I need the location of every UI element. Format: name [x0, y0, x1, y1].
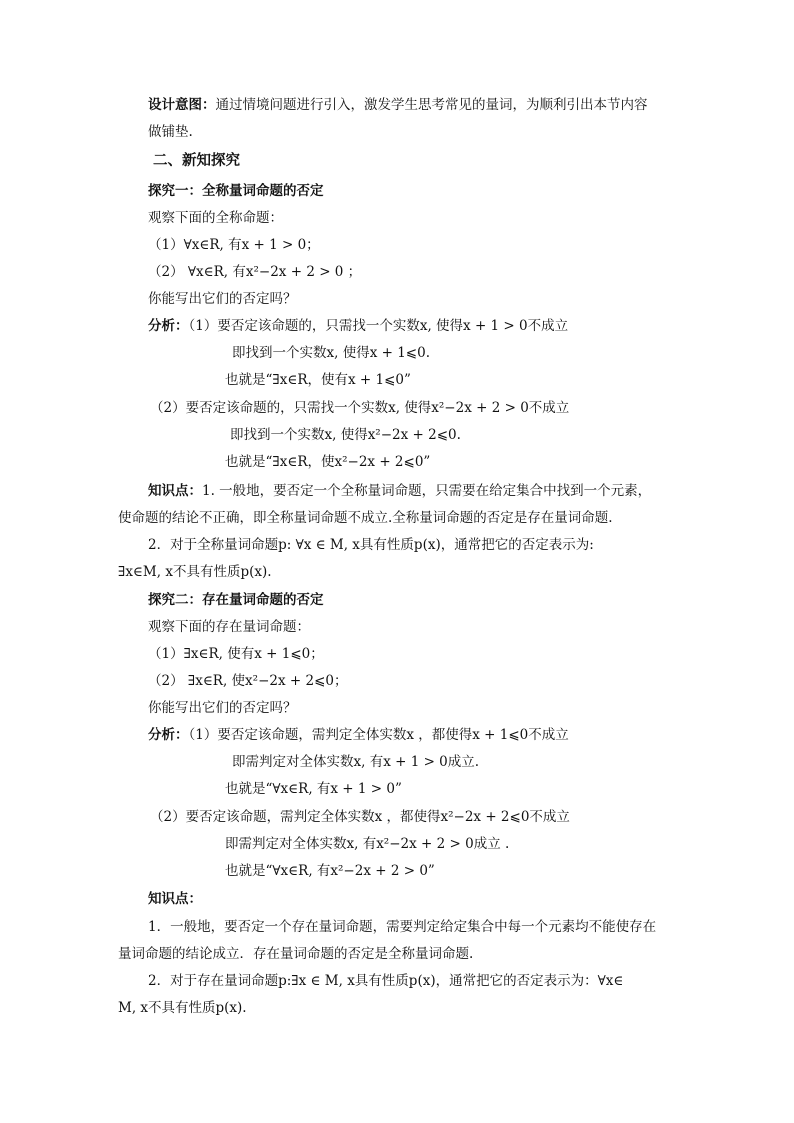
explore2-analysis-line-5: 即需判定对全体实数x, 有x²−2x + 2 > 0成立 . — [225, 836, 510, 852]
explore1-knowledge-label: 知识点： — [148, 483, 202, 499]
explore1-analysis-line-4: （2）要否定该命题的，只需找一个实数x, 使得x²−2x + 2 > 0不成立 — [150, 400, 570, 416]
explore2-item-1: （1）∃x∈R, 使有x + 1⩽0； — [148, 646, 324, 662]
explore1-knowledge-line-3: 2．对于全称量词命题p: ∀x ∈ M, x具有性质p(x)，通常把它的否定表示为: — [148, 537, 594, 553]
explore1-knowledge-line-2: 使命题的结论不正确，即全称量词命题不成立.全称量词命题的否定是存在量词命题. — [118, 510, 613, 526]
explore1-observe: 观察下面的全称命题： — [148, 210, 283, 226]
explore2-analysis-line-3: 也就是“∀x∈R, 有x + 1 > 0” — [225, 781, 402, 797]
explore2-analysis-line-1 — [148, 725, 569, 745]
explore2-item-2: （2） ∃x∈R, 使x²−2x + 2⩽0； — [148, 673, 348, 689]
explore1-analysis-line-3: 也就是“∃x∈R，使有x + 1⩽0” — [225, 372, 411, 388]
explore2-question: 你能写出它们的否定吗？ — [148, 700, 297, 716]
explore1-item-2: （2） ∀x∈R, 有x²−2x + 2 > 0 ； — [148, 264, 362, 280]
explore1-item-1: （1）∀x∈R, 有x + 1 > 0； — [148, 237, 320, 253]
explore2-observe: 观察下面的存在量词命题： — [148, 619, 310, 635]
explore1-analysis-line-5: 即找到一个实数x, 使得x²−2x + 2⩽0. — [230, 427, 461, 443]
explore2-knowledge-line-4: M, x不具有性质p(x). — [118, 1000, 247, 1016]
explore2-knowledge-line-2: 量词命题的结论成立．存在量词命题的否定是全称量词命题. — [118, 946, 474, 962]
design-intent-line-2: 做铺垫. — [148, 124, 193, 140]
explore1-knowledge-1-text: 1. 一般地，要否定一个全称量词命题，只需要在给定集合中找到一个元素， — [202, 483, 652, 499]
design-intent-line-1 — [148, 95, 648, 115]
explore2-analysis-line-6: 也就是“∀x∈R, 有x²−2x + 2 > 0” — [225, 863, 435, 879]
explore2-title: 探究二：存在量词命题的否定 — [148, 592, 324, 608]
explore1-analysis-1-text: （1）要否定该命题的，只需找一个实数x, 使得x + 1 > 0不成立 — [188, 318, 569, 334]
explore2-analysis-line-2: 即需判定对全体实数x, 有x + 1 > 0成立. — [232, 754, 480, 770]
explore2-analysis-1-text: （1）要否定该命题，需判定全体实数x ，都使得x + 1⩽0不成立 — [188, 727, 569, 743]
explore1-analysis-line-6: 也就是“∃x∈R，使x²−2x + 2⩽0” — [225, 454, 431, 470]
explore2-knowledge-line-1: 1．一般地，要否定一个存在量词命题，需要判定给定集合中每一个元素均不能使存在 — [148, 919, 657, 935]
design-intent-label: 设计意图： — [148, 97, 216, 113]
explore1-title: 探究一：全称量词命题的否定 — [148, 183, 324, 199]
explore2-analysis-line-4: （2）要否定该命题，需判定全体实数x ，都使得x²−2x + 2⩽0不成立 — [150, 809, 570, 825]
design-intent-text: 通过情境问题进行引入，激发学生思考常见的量词，为顺利引出本节内容 — [215, 97, 648, 113]
section-title: 二、新知探究 — [153, 152, 240, 169]
explore1-analysis-line-2: 即找到一个实数x, 使得x + 1⩽0. — [232, 345, 430, 361]
explore1-knowledge-line-1 — [148, 481, 651, 501]
explore1-analysis-line-1 — [148, 316, 568, 336]
explore2-knowledge-label: 知识点： — [148, 891, 202, 907]
explore2-knowledge-line-3: 2．对于存在量词命题p:∃x ∈ M, x具有性质p(x)，通常把它的否定表示为：∀x∈ — [148, 973, 624, 989]
explore2-analysis-label: 分析： — [148, 727, 189, 743]
explore1-knowledge-line-4: ∃x∈M, x不具有性质p(x). — [118, 564, 272, 580]
explore1-question: 你能写出它们的否定吗？ — [148, 291, 297, 307]
explore1-analysis-label: 分析： — [148, 318, 189, 334]
